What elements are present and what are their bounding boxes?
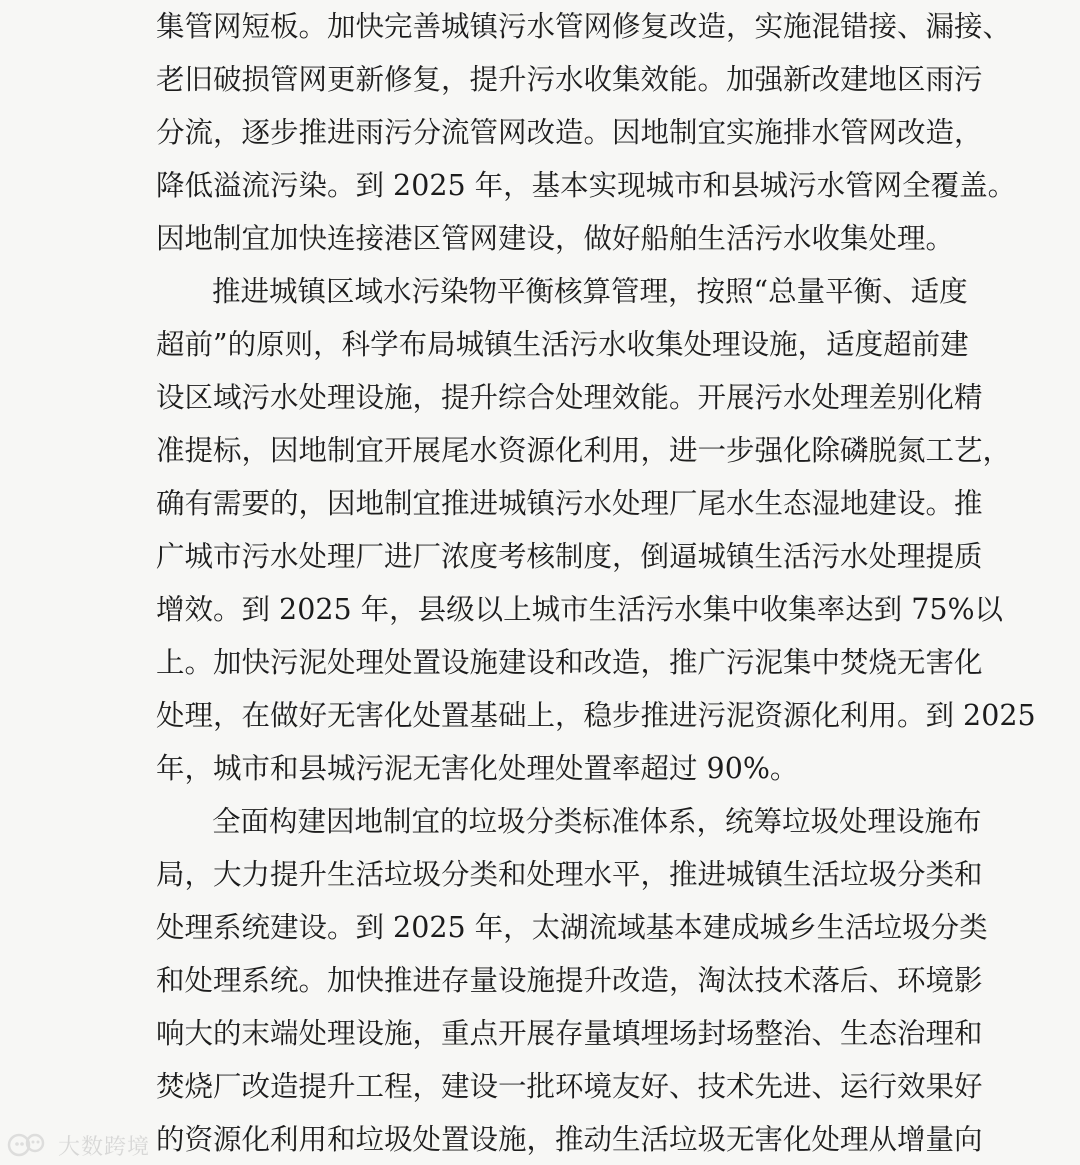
paragraph-first-line: 全面构建因地制宜的垃圾分类标准体系，统筹垃圾处理设施布: [212, 805, 982, 838]
bubble-logo-icon: [6, 1130, 52, 1160]
text-line: 的资源化利用和垃圾处置设施，推动生活垃圾无害化处理从增量向: [156, 1123, 983, 1156]
paragraph-first-line: 推进城镇区域水污染物平衡核算管理，按照“总量平衡、适度: [212, 275, 968, 308]
text-line: 确有需要的，因地制宜推进城镇污水处理厂尾水生态湿地建设。推: [156, 487, 983, 520]
text-line: 降低溢流污染。到 2025 年，基本实现城市和县城污水管网全覆盖。: [156, 169, 1017, 202]
text-line: 集管网短板。加快完善城镇污水管网修复改造，实施混错接、漏接、: [156, 10, 1012, 43]
watermark-text: 大数跨境: [58, 1134, 151, 1160]
text-line: 响大的末端处理设施，重点开展存量填埋场封场整治、生态治理和: [156, 1017, 983, 1050]
watermark: [6, 1128, 150, 1162]
text-line: 局，大力提升生活垃圾分类和处理水平，推进城镇生活垃圾分类和: [156, 858, 983, 891]
text-line: 准提标，因地制宜开展尾水资源化利用，进一步强化除磷脱氮工艺，: [156, 434, 1012, 467]
text-line: 处理，在做好无害化处置基础上，稳步推进污泥资源化利用。到 2025: [156, 699, 1036, 732]
text-line: 和处理系统。加快推进存量设施提升改造，淘汰技术落后、环境影: [156, 964, 983, 997]
text-line: 超前”的原则，科学布局城镇生活污水收集处理设施，适度超前建: [156, 328, 969, 361]
text-line: 年，城市和县城污泥无害化处理处置率超过 90%。: [156, 752, 799, 785]
text-line: 焚烧厂改造提升工程，建设一批环境友好、技术先进、运行效果好: [156, 1070, 983, 1103]
text-line: 上。加快污泥处理处置设施建设和改造，推广污泥集中焚烧无害化: [156, 646, 983, 679]
text-line: 设区域污水处理设施，提升综合处理效能。开展污水处理差别化精: [156, 381, 983, 414]
text-line: 处理系统建设。到 2025 年，太湖流域基本建成城乡生活垃圾分类: [156, 911, 988, 944]
text-line: 分流，逐步推进雨污分流管网改造。因地制宜实施排水管网改造，: [156, 116, 983, 149]
text-line: 因地制宜加快连接港区管网建设，做好船舶生活污水收集处理。: [156, 222, 955, 255]
text-line: 老旧破损管网更新修复，提升污水收集效能。加强新改建地区雨污: [156, 63, 983, 96]
text-line: 广城市污水处理厂进厂浓度考核制度，倒逼城镇生活污水处理提质: [156, 540, 983, 573]
text-line: 增效。到 2025 年，县级以上城市生活污水集中收集率达到 75%以: [156, 593, 1004, 626]
